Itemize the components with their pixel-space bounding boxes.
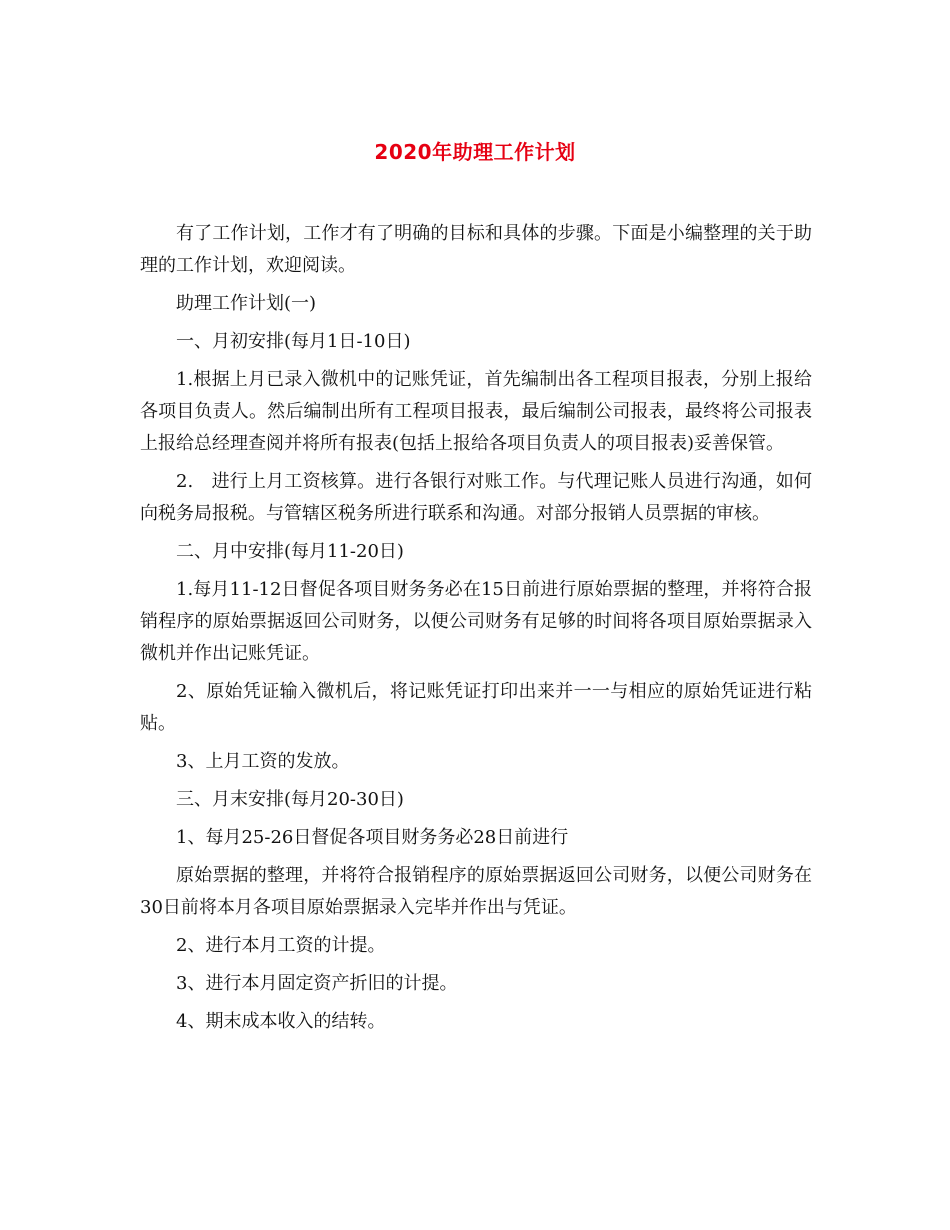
paragraph-end-1: 1、每月25-26日督促各项目财务务必28日前进行 (176, 827, 569, 848)
paragraph-mid-2: 2、原始凭证输入微机后，将记账凭证打印出来并一一与相应的原始凭证进行粘贴。 (140, 681, 812, 734)
paragraph-mid-1: 1.每月11-12日督促各项目财务务必在15日前进行原始票据的整理，并将符合报销程序的原始票据返回公司财务，以便公司财务有足够的时间将各项目原始票据录入微机并作出记账凭证。 (140, 579, 812, 664)
document-body (140, 218, 812, 1044)
paragraph-early-1: 1.根据上月已录入微机中的记账凭证，首先编制出各工程项目报表，分别上报给各项目负责人。然后编制出所有工程项目报表，最后编制公司报表，最终将公司报表上报给总经理查阅并将所有报表(包括上报给各项目负责人的项目报表)妥善保管。 (140, 369, 812, 454)
paragraph-end-1-cont: 原始票据的整理，并将符合报销程序的原始票据返回公司财务，以便公司财务在30日前将本月各项目原始票据录入完毕并作出与凭证。 (140, 865, 812, 918)
paragraph-early-2: 2. 进行上月工资核算。进行各银行对账工作。与代理记账人员进行沟通，如何向税务局报税。与管辖区税务所进行联系和沟通。对部分报销人员票据的审核。 (140, 471, 812, 524)
paragraph-intro: 有了工作计划，工作才有了明确的目标和具体的步骤。下面是小编整理的关于助理的工作计划，欢迎阅读。 (140, 223, 812, 276)
paragraph-plan-heading: 助理工作计划(一) (176, 293, 317, 314)
paragraph-end-3: 3、进行本月固定资产折旧的计提。 (176, 973, 458, 994)
paragraph-end-4: 4、期末成本收入的结转。 (176, 1011, 386, 1032)
paragraph-mid-3: 3、上月工资的发放。 (176, 751, 350, 772)
section-heading-early-month: 一、月初安排(每月1日-10日) (176, 331, 411, 352)
section-heading-mid-month: 二、月中安排(每月11-20日) (176, 541, 404, 562)
paragraph-end-2: 2、进行本月工资的计提。 (176, 935, 386, 956)
document-title: 2020年助理工作计划 (374, 140, 576, 164)
section-heading-end-month: 三、月末安排(每月20-30日) (176, 789, 404, 810)
